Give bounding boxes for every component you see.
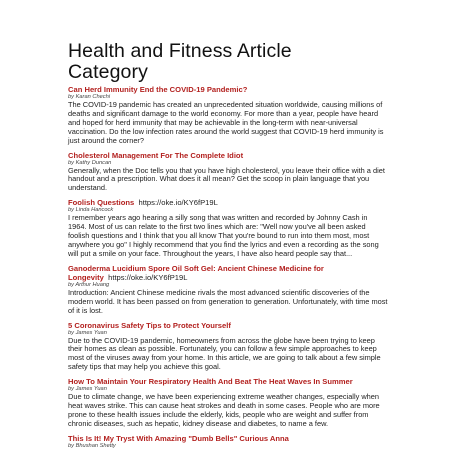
article-summary: Generally, when the Doc tells you that you have high cholesterol, you leave their office with a diet handout and a prescription. What does it all mean? Get the scoop in plain language that you understand. (68, 165, 385, 193)
article-author: by Linda Hancock (68, 207, 114, 214)
article-title-link[interactable] (68, 198, 388, 207)
article-item (68, 198, 388, 259)
article-author: by Arthur Huang (68, 281, 110, 288)
article-item (68, 321, 388, 373)
article-author: by Karan Chechi (68, 94, 111, 100)
article-item (68, 264, 388, 316)
category-title-line2: Category (68, 61, 148, 83)
article-title-link[interactable] (68, 377, 388, 386)
article-item (68, 151, 388, 194)
article-item (68, 85, 388, 146)
article-author: by Bhushan Shetty (68, 442, 116, 449)
article-author: by Kathy Duncan (68, 159, 112, 166)
article-title-link[interactable] (68, 151, 388, 160)
article-url[interactable]: https://oke.io/KY6fP19L (108, 272, 188, 282)
article-summary: Due to the COVID-19 pandemic, homeowners from across the globe have been trying to keep their homes as clean as possible. Fortunately, you can follow a few simple approaches to keep most of the viruses away from your home. In this article, we are going to talk about a few simple safety tips that may help you achieve this goal. (68, 335, 381, 372)
article-author: by James Yuan (68, 329, 107, 336)
article-item (68, 377, 388, 429)
article-title-link[interactable] (68, 434, 388, 443)
article-title-link[interactable] (68, 85, 388, 94)
category-title-line1: Health and Fitness Article (68, 40, 292, 62)
article-summary: Introduction: Ancient Chinese medicine rivals the most advanced scientific discoveries of the modern world. It has been passed on from generation to generation. Unfortunately, with time most of it is lost. (68, 287, 388, 315)
article-title[interactable]: Foolish Questions (68, 198, 135, 208)
article-summary: I remember years ago hearing a silly song that was written and recorded by Johnny Cash in 1964. Most of us can relate to the first two lines which are: "Well now you've all been asked foolish questions and I think that you all know That you're bound to run into them most, most anywhere you go" I highly recommend that you find the lyrics and even a recording as the song will put a smile on your face. Throughout the years, I have also heard people say that... (68, 213, 379, 258)
article-summary: Due to climate change, we have been experiencing extreme weather changes, especially when heat waves strike. This can cause heat strokes and death in some cases. People who are more prone to these health issues include the elderly, kids, people who are weight and suffer from chronic diseases, such as hepatic, kidney disease and diabetes, to name a few. (68, 392, 380, 428)
article-summary: The COVID-19 pandemic has created an unprecedented situation worldwide, causing millions of deaths and significant damage to the world economy. For more than a year, people have heard and hoped for herd immunity that may be achievable in the long-term with near-universal vaccination. Do the low infection rates around the world suggest that COVID-19 herd immunity is just around the corner? (68, 100, 384, 145)
article-title-link[interactable] (68, 264, 388, 282)
article-title[interactable]: 5 Coronavirus Safety Tips to Protect Yourself (68, 320, 231, 330)
article-title-link[interactable] (68, 321, 388, 330)
article-author: by James Yuan (68, 386, 107, 393)
category-title (68, 41, 388, 83)
article-item (68, 434, 388, 450)
article-title[interactable]: How To Maintain Your Respiratory Health And Beat The Heat Waves In Summer (68, 377, 353, 387)
article-url[interactable]: https://oke.io/KY6fP19L (138, 198, 218, 208)
article-title[interactable]: Cholesterol Management For The Complete Idiot (68, 150, 244, 160)
article-title[interactable]: Can Herd Immunity End the COVID-19 Pandemic? (68, 85, 248, 94)
article-list (68, 41, 388, 455)
article-title[interactable]: Ganoderma Lucidium Spore Oil Soft Gel: Ancient Chinese Medicine for Longevity (68, 263, 324, 282)
article-title[interactable]: This Is It! My Tryst With Amazing "Dumb Bells" Curious Anna (68, 433, 289, 443)
